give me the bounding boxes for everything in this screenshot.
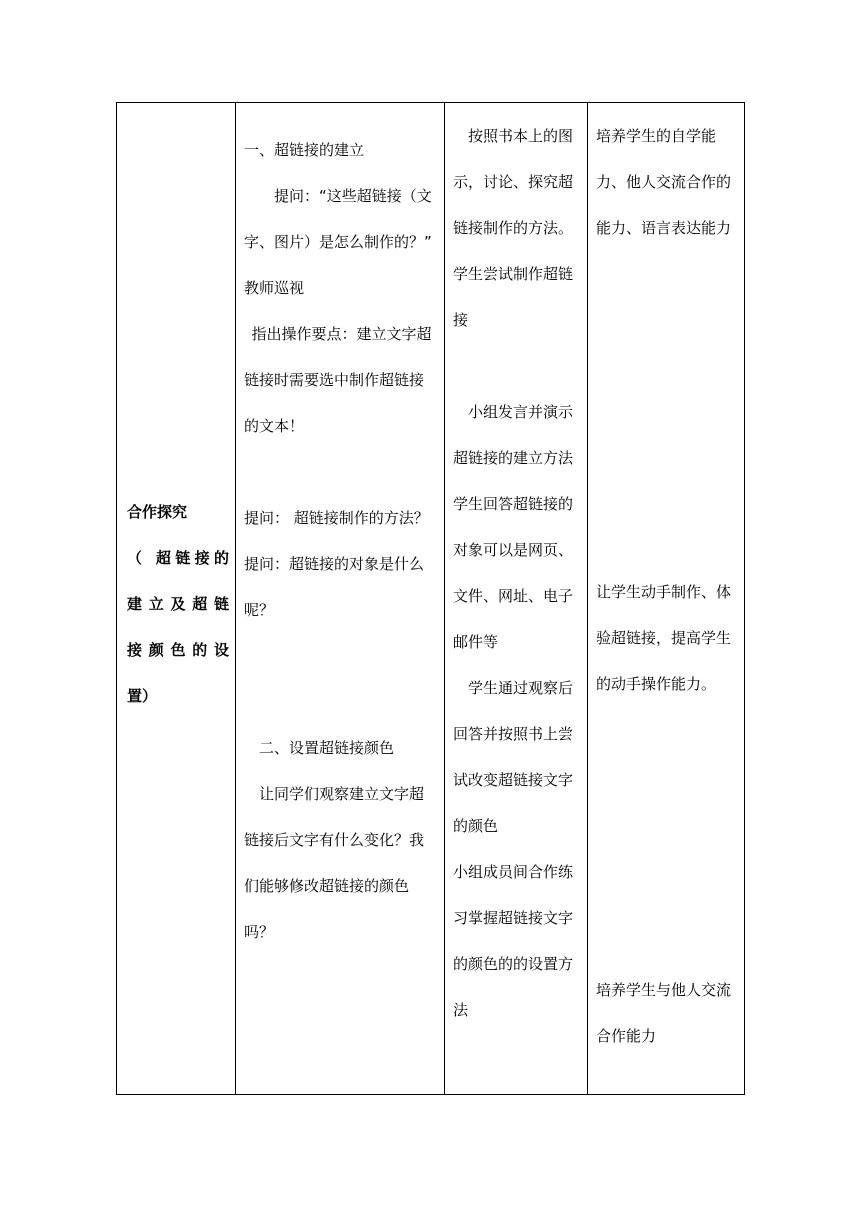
teacher-key-point: 指出操作要点：建立文字超链接时需要选中制作超链接的文本！ <box>244 325 432 435</box>
design-intent: 让学生动手制作、体验超链接，提高学生的动手操作能力。 <box>596 583 732 693</box>
table-row <box>117 103 745 1095</box>
student-activity: 学生尝试制作超链接 <box>453 265 574 329</box>
stage-line: 建 立 及 超 链 <box>127 595 229 613</box>
stage-line: 合作探究 <box>127 503 188 521</box>
student-activity: 学生回答超链接的对象可以是网页、文件、网址、电子邮件等 <box>453 495 574 651</box>
stage-line: 置） <box>127 687 158 705</box>
section-title: 一、超链接的建立 <box>244 141 365 159</box>
student-activity: 小组发言并演示超链接的建立方法 <box>453 403 574 467</box>
section-title: 二、设置超链接颜色 <box>259 739 395 757</box>
student-activity: 学生通过观察后回答并按照书上尝试改变超链接文字的颜色 <box>453 679 574 835</box>
teacher-question: 提问：超链接的对象是什么呢？ <box>244 555 425 619</box>
stage-label <box>127 489 229 719</box>
design-intent: 培养学生的自学能力、他人交流合作的能力、语言表达能力 <box>596 127 732 237</box>
stage-line: （ 超链接的 <box>127 549 229 567</box>
lesson-plan-table <box>116 102 745 1095</box>
teacher-question: 提问： 超链接制作的方法？ <box>244 509 429 527</box>
design-intent-cell <box>588 103 745 1095</box>
design-intent: 培养学生与他人交流合作能力 <box>596 981 732 1045</box>
stage-cell <box>117 103 236 1095</box>
stage-line: 接 颜 色 的 设 <box>127 641 229 659</box>
student-activity-cell <box>445 103 588 1095</box>
teacher-question: 让同学们观察建立文字超链接后文字有什么变化？我们能够修改超链接的颜色吗？ <box>244 785 425 941</box>
student-activity: 按照书本上的图示，讨论、探究超链接制作的方法。 <box>453 127 574 237</box>
student-activity: 小组成员间合作练习掌握超链接文字的颜色的的设置方法 <box>453 863 574 1019</box>
teacher-activity-cell <box>236 103 445 1095</box>
teacher-action: 教师巡视 <box>244 279 305 297</box>
teacher-question: 提问：“这些超链接（文字、图片）是怎么制作的？” <box>244 187 432 251</box>
